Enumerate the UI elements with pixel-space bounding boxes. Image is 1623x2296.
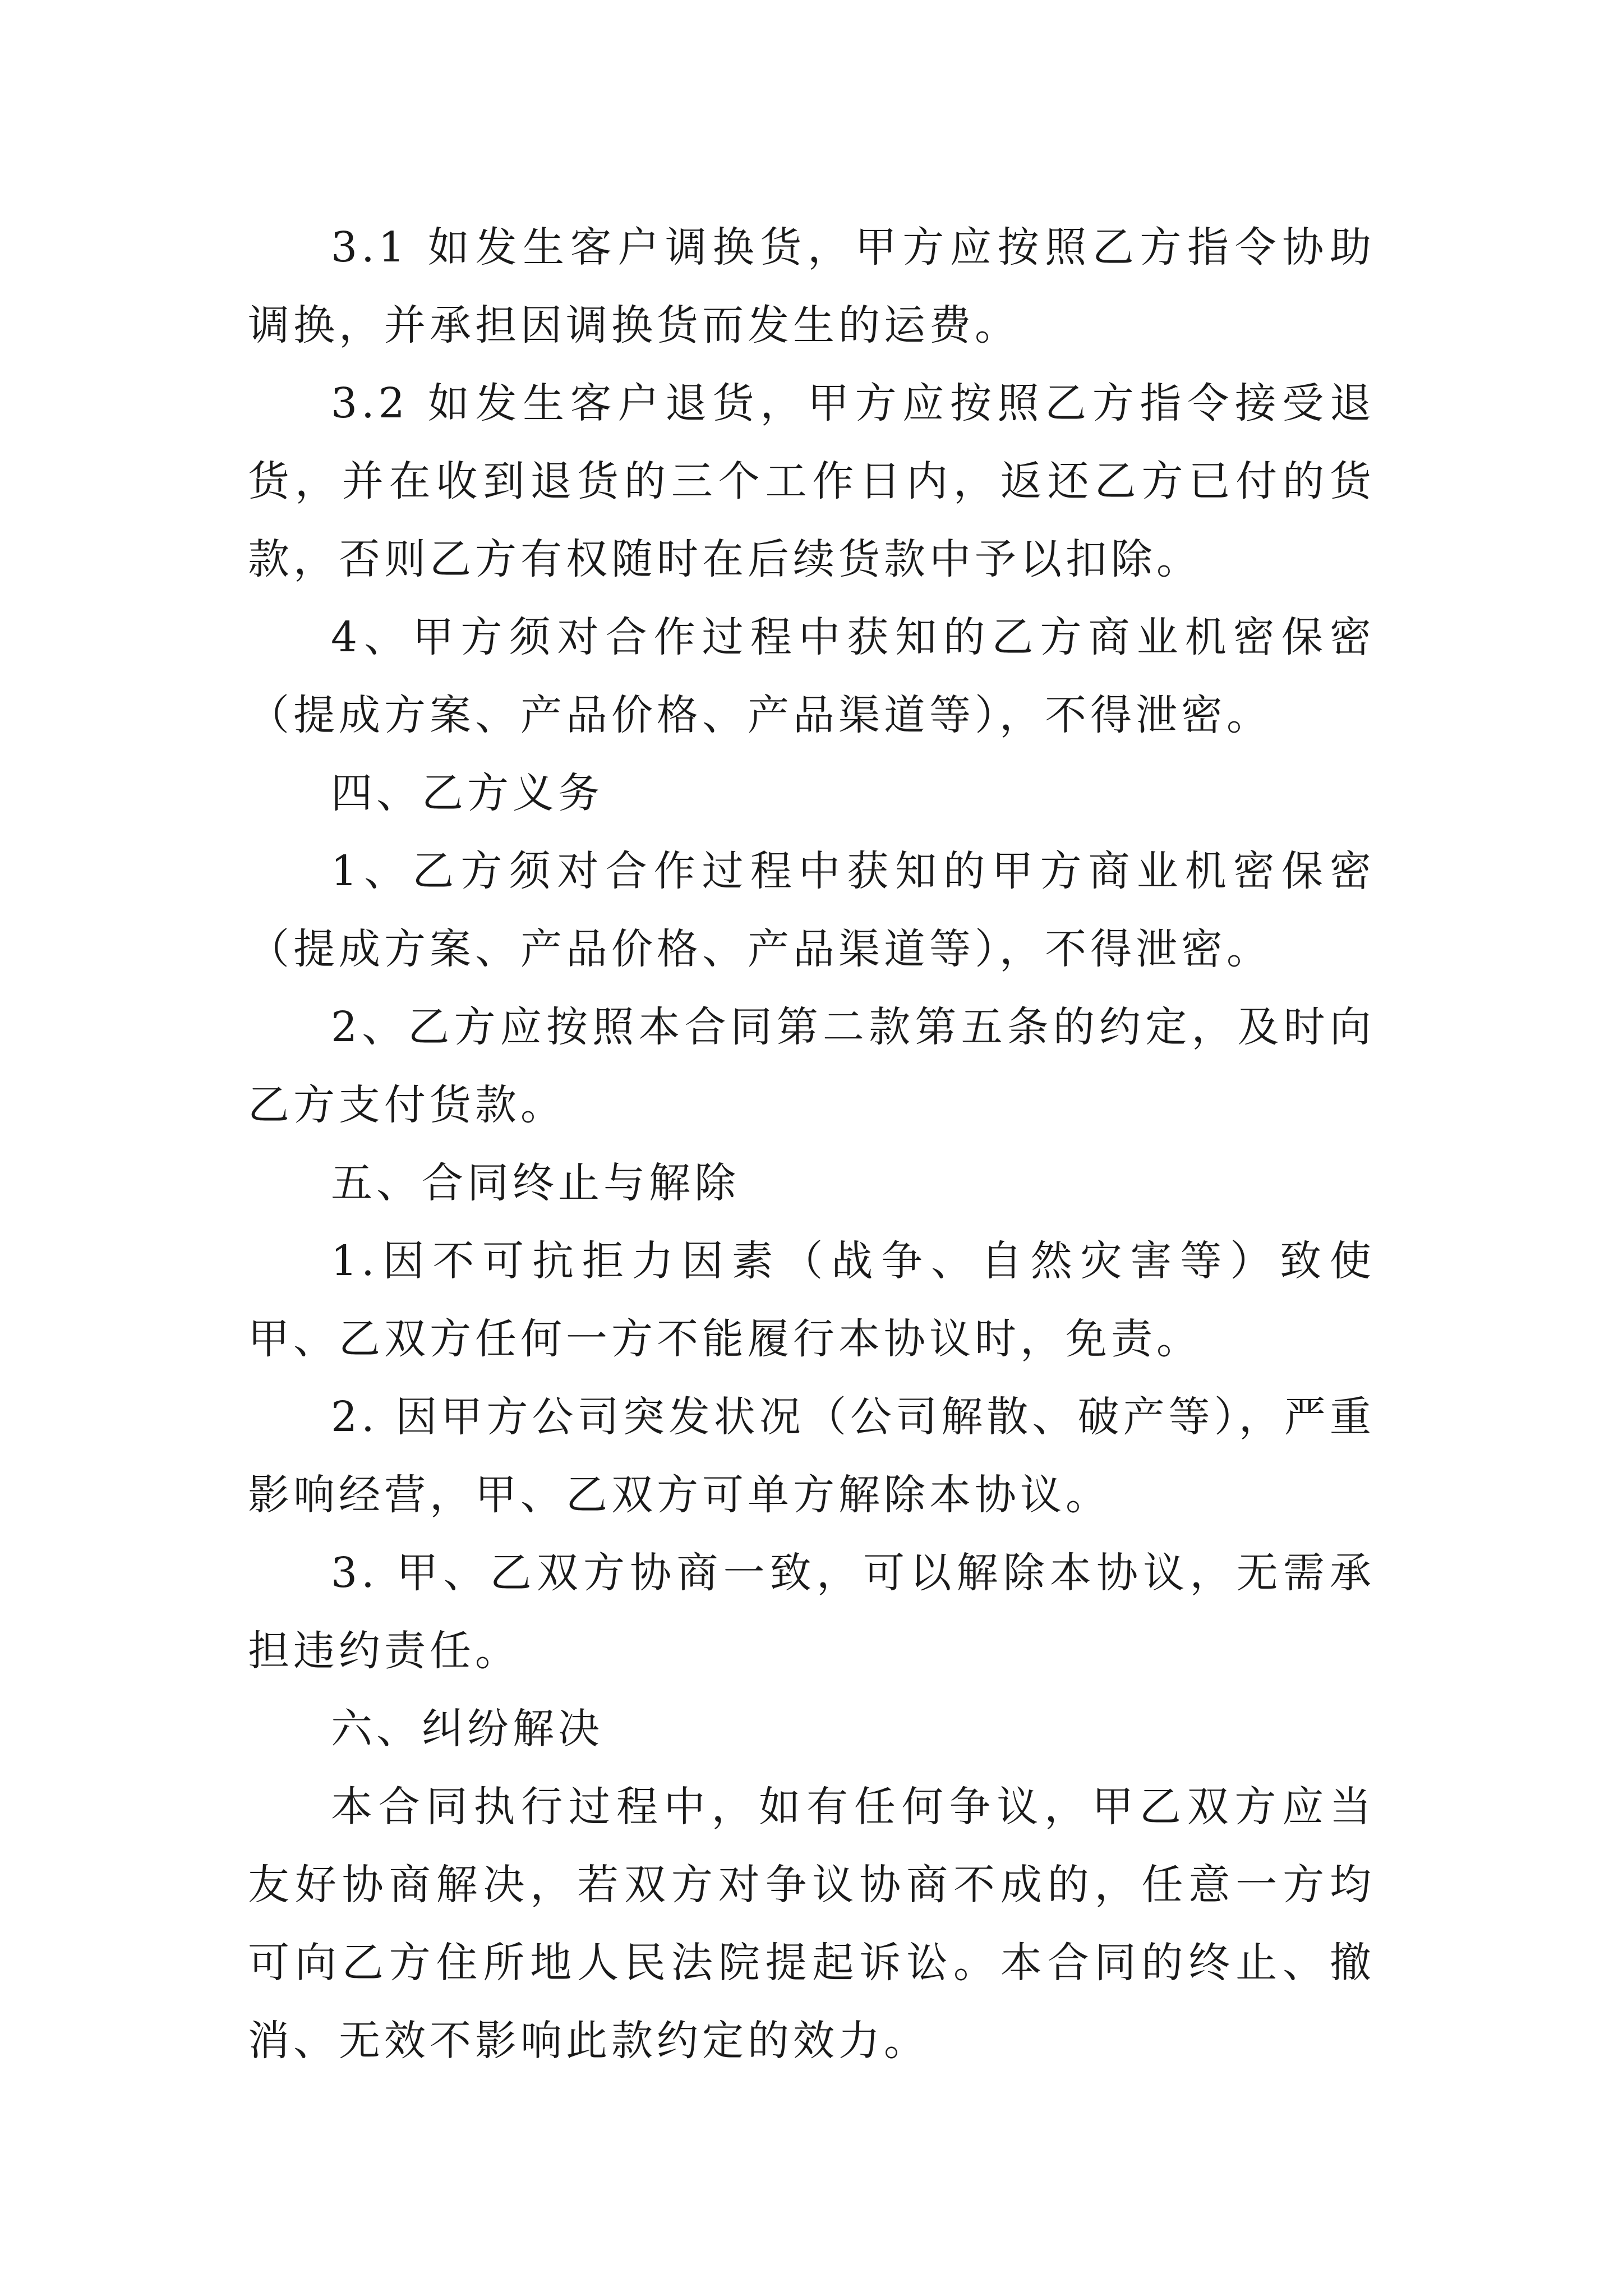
section-heading-dispute-resolution: 六、纠纷解决	[331, 1705, 603, 1753]
clause-company-emergency: 2. 因甲方公司突发状况（公司解散、破产等），严重影响经营，甲、乙双方可单方解除本协议。	[248, 1393, 1375, 1519]
clause-force-majeure: 1.因不可抗拒力因素（战争、自然灾害等）致使甲、乙双方任何一方不能履行本协议时，免责。	[248, 1237, 1375, 1363]
clause-3-2-return: 3.2 如发生客户退货，甲方应按照乙方指令接受退货，并在收到退货的三个工作日内，返还乙方已付的货款，否则乙方有权随时在后续货款中予以扣除。	[248, 379, 1375, 583]
clause-mutual-termination: 3. 甲、乙双方协商一致，可以解除本协议，无需承担违约责任。	[248, 1549, 1375, 1675]
section-heading-termination: 五、合同终止与解除	[331, 1159, 740, 1207]
clause-party-b-confidentiality: 1、乙方须对合作过程中获知的甲方商业机密保密（提成方案、产品价格、产品渠道等），不得泄密。	[248, 847, 1375, 973]
section-heading-party-b-obligations: 四、乙方义务	[331, 769, 603, 817]
clause-party-b-payment: 2、乙方应按照本合同第二款第五条的约定，及时向乙方支付货款。	[248, 1003, 1375, 1129]
clause-4-party-a-confidentiality: 4、甲方须对合作过程中获知的乙方商业机密保密（提成方案、产品价格、产品渠道等），不得泄密。	[248, 613, 1375, 739]
clause-3-1-exchange: 3.1 如发生客户调换货，甲方应按照乙方指令协助调换，并承担因调换货而发生的运费。	[248, 223, 1375, 349]
document-body	[248, 209, 1375, 2080]
clause-dispute-resolution: 本合同执行过程中，如有任何争议，甲乙双方应当友好协商解决，若双方对争议协商不成的，任意一方均可向乙方住所地人民法院提起诉讼。本合同的终止、撤消、无效不影响此款约定的效力。	[248, 1783, 1375, 2065]
